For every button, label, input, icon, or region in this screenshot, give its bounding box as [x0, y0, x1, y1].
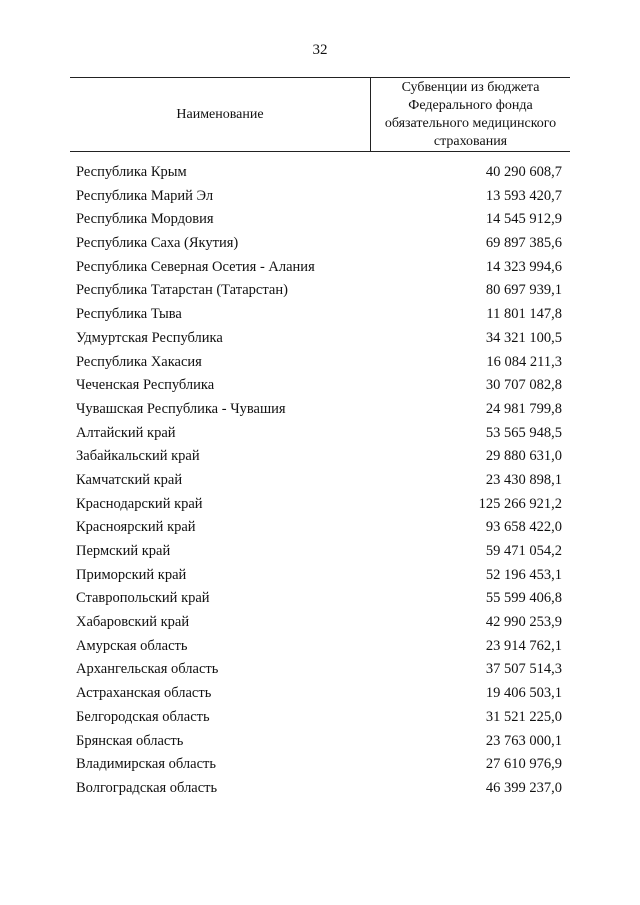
table-row	[76, 401, 562, 425]
subvention-value: 59 471 054,2	[485, 543, 562, 559]
table-row	[76, 306, 562, 330]
region-name: Республика Мордовия	[76, 211, 214, 228]
subvention-value: 80 697 939,1	[485, 282, 562, 299]
table-row	[76, 259, 562, 283]
region-name: Архангельская область	[76, 661, 219, 678]
subvention-value: 19 406 503,1	[485, 685, 562, 702]
subvention-value: 30 707 082,8	[485, 377, 562, 394]
table-row	[76, 448, 562, 472]
subvention-value: 69 897 385,6	[485, 235, 562, 252]
table-row	[76, 211, 562, 235]
region-name: Белгородская область	[76, 708, 210, 725]
table-row	[76, 472, 562, 496]
region-name: Алтайский край	[76, 424, 176, 441]
subvention-value: 24 981 799,8	[485, 400, 562, 417]
region-name: Республика Хакасия	[76, 353, 202, 370]
subvention-value: 34 321 100,5	[485, 329, 562, 346]
subvention-value: 40 290 608,7	[485, 164, 562, 180]
region-name: Владимирская область	[76, 756, 216, 773]
subvention-value: 31 521 225,0	[485, 708, 562, 725]
table-row	[76, 188, 562, 212]
subvention-value: 14 545 912,9	[485, 211, 562, 228]
table-row	[76, 590, 562, 614]
subvention-value: 16 084 211,3	[486, 353, 562, 370]
region-name: Пермский край	[76, 543, 171, 559]
subvention-value: 42 990 253,9	[485, 614, 562, 631]
table-row	[76, 543, 562, 567]
region-name: Волгоградская область	[76, 779, 218, 796]
region-name: Хабаровский край	[76, 614, 190, 631]
table-row	[76, 709, 562, 733]
subvention-value: 93 658 422,0	[485, 519, 562, 536]
region-name: Камчатский край	[76, 471, 183, 488]
column-header-name: Наименование	[70, 78, 371, 151]
table-row	[76, 685, 562, 709]
region-name: Красноярский край	[76, 519, 196, 536]
subvention-value: 11 801 147,8	[486, 306, 562, 323]
table-row	[76, 496, 562, 520]
table-row	[76, 425, 562, 449]
subvention-value: 23 430 898,1	[485, 471, 562, 488]
table-row	[76, 638, 562, 662]
page-number: 32	[312, 42, 328, 58]
table-row	[76, 519, 562, 543]
region-name: Ставропольский край	[76, 590, 210, 607]
table-row	[76, 282, 562, 306]
subvention-value: 29 880 631,0	[485, 448, 562, 465]
region-name: Республика Северная Осетия - Алания	[76, 258, 315, 275]
subvention-value: 13 593 420,7	[485, 187, 562, 204]
table-row	[76, 733, 562, 757]
region-name: Республика Татарстан (Татарстан)	[76, 282, 288, 299]
region-name: Республика Тыва	[76, 306, 182, 323]
subvention-value: 46 399 237,0	[485, 779, 562, 796]
region-name: Краснодарский край	[76, 495, 203, 512]
subvention-value: 37 507 514,3	[485, 661, 562, 678]
region-name: Амурская область	[76, 637, 188, 654]
table-row	[76, 377, 562, 401]
subvention-value: 23 763 000,1	[485, 732, 562, 749]
table-row	[76, 756, 562, 780]
table-row	[76, 235, 562, 259]
table-row	[76, 164, 562, 188]
region-name: Забайкальский край	[76, 448, 200, 465]
subvention-value: 23 914 762,1	[485, 637, 562, 654]
region-name: Республика Саха (Якутия)	[76, 235, 239, 252]
table-row	[76, 614, 562, 638]
subvention-value: 125 266 921,2	[478, 495, 562, 512]
region-name: Чеченская Республика	[76, 377, 215, 394]
table-row	[76, 567, 562, 591]
column-header-subvention: Субвенции из бюджета Федерального фонда обязательного медицинского страхования	[384, 79, 557, 149]
subvention-value: 27 610 976,9	[485, 756, 562, 773]
table-body	[76, 164, 562, 804]
table-header	[70, 77, 570, 152]
table-row	[76, 330, 562, 354]
subvention-value: 52 196 453,1	[485, 566, 562, 583]
region-name: Республика Марий Эл	[76, 187, 214, 204]
region-name: Чувашская Республика - Чувашия	[76, 400, 286, 417]
subvention-value: 53 565 948,5	[485, 424, 562, 441]
table-row	[76, 661, 562, 685]
region-name: Приморский край	[76, 566, 187, 583]
region-name: Астраханская область	[76, 685, 212, 702]
region-name: Удмуртская Республика	[76, 329, 223, 346]
subvention-value: 55 599 406,8	[485, 590, 562, 607]
table-row	[76, 780, 562, 804]
region-name: Брянская область	[76, 732, 184, 749]
subvention-value: 14 323 994,6	[485, 258, 562, 275]
region-name: Республика Крым	[76, 164, 187, 180]
table-row	[76, 354, 562, 378]
